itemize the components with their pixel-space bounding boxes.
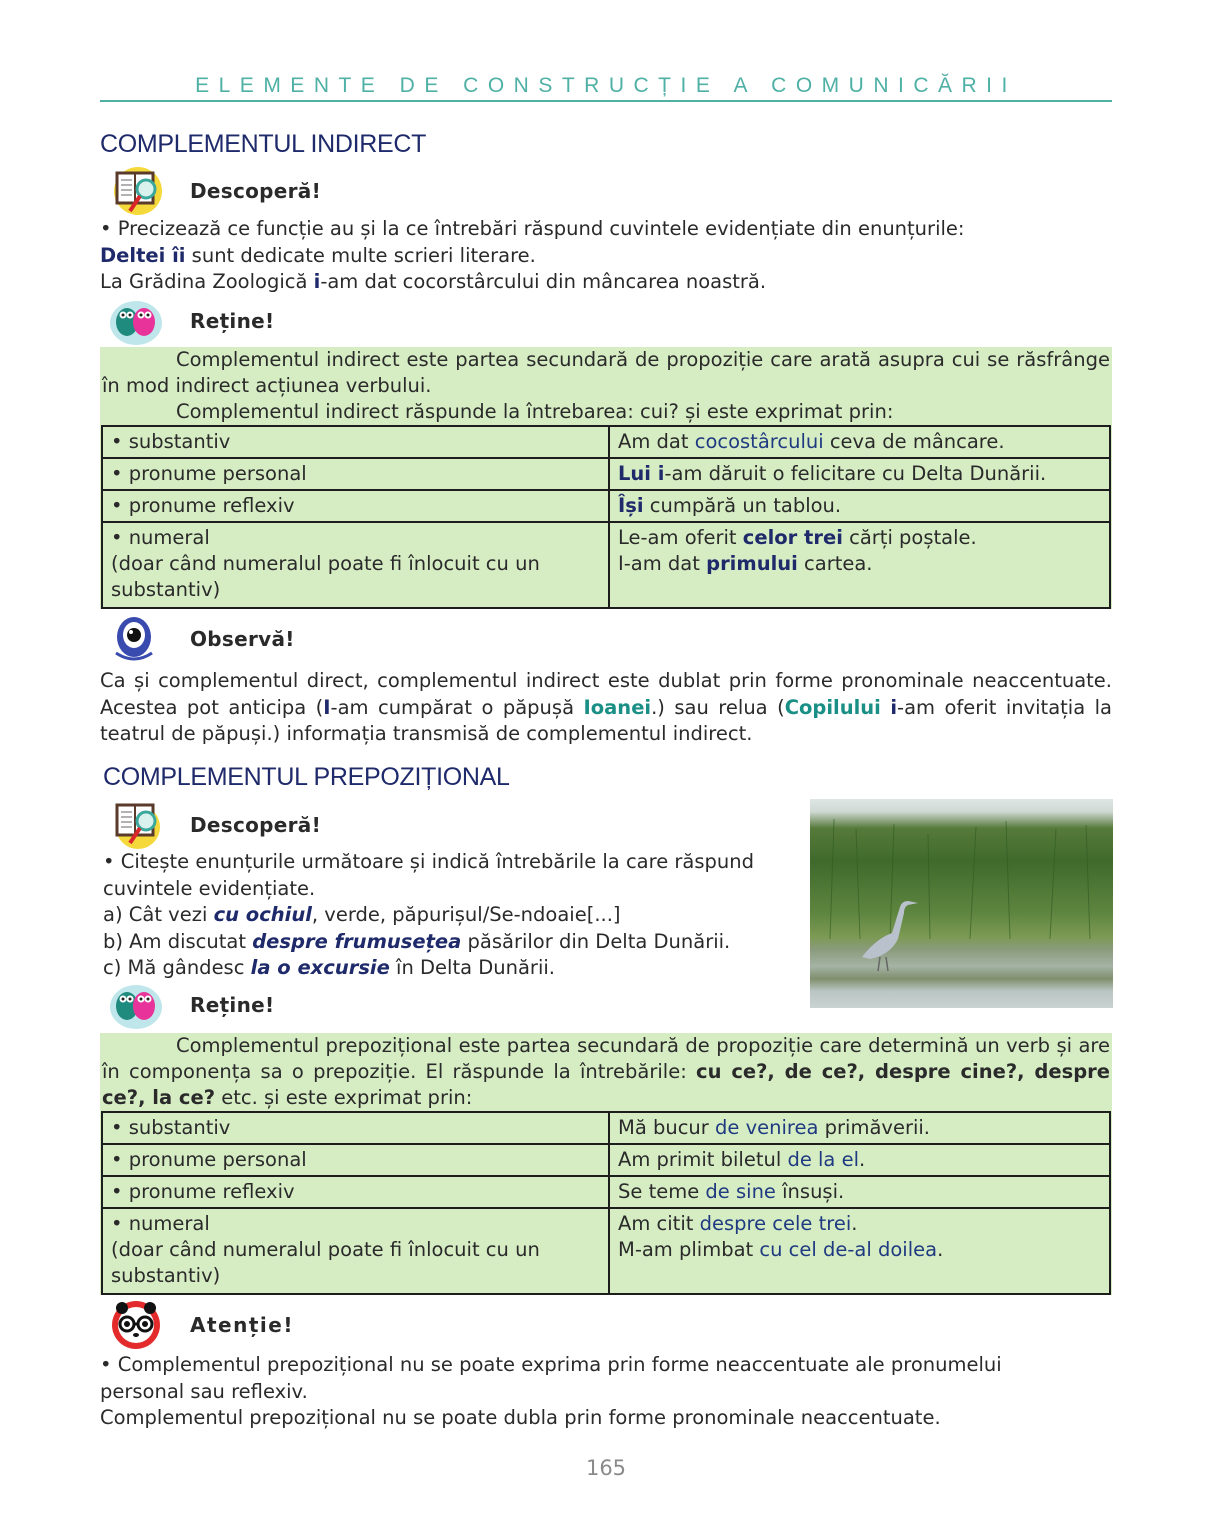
definition: Complementul prepozițional este partea secundară de propoziție care determină un verb și are în componența sa o prepoziție. El răspunde la întrebările: cu ce?, de ce?, despre cine?, despre ce?, la ce? etc. și este exprimat prin: [102, 1034, 1110, 1109]
owls-icon [108, 979, 164, 1031]
discover-text-2 [103, 849, 783, 982]
rule-box-prepositional [100, 1033, 1112, 1295]
book-magnifier-icon [108, 165, 164, 217]
example-b: b) Am discutat despre frumusețea păsărilor din Delta Dunării. [103, 929, 731, 953]
attention-heading [108, 1300, 294, 1350]
expression-table [101, 425, 1111, 609]
example-2: La Grădina Zoologică i-am dat cocorstârcului din mâncarea noastră. [100, 270, 767, 293]
discover-label-2: Descoperă! [190, 813, 322, 837]
attention-text [100, 1352, 1112, 1432]
observe-text: Ca și complementul direct, complementul indirect este dublat prin forme pronominale neaccentuate. Acestea pot anticipa (I-am cumpărat o păpușă Ioanei.) sau relua (Copilului i-am oferit invitația la teatrul de păpuși.) informația transmisă de complementul indirect. [100, 669, 1112, 745]
remember-heading [108, 296, 274, 346]
discover-heading [108, 166, 321, 216]
discover-label: Descoperă! [190, 179, 322, 203]
question-line: Complementul indirect răspunde la întrebarea: cui? și este exprimat prin: [176, 400, 894, 423]
observe-label: Observă! [190, 627, 295, 651]
example-a: a) Cât vezi cu ochiul, verde, păpurișul/Se-ndoaie[...] [103, 903, 621, 926]
section-title-prepositional: COMPLEMENTUL PREPOZIȚIONAL [103, 763, 510, 791]
page-number: 165 [585, 1456, 627, 1480]
book-magnifier-icon [108, 799, 164, 851]
table-row: • substantiv Am dat cocostârcului ceva de mâncare. [102, 426, 1110, 458]
table-row: • pronume personal Lui i-am dăruit o felicitare cu Delta Dunării. [102, 458, 1110, 490]
remember-heading-2 [108, 980, 274, 1030]
attention-line-2: Complementul prepozițional nu se poate dubla prin forme pronominale neaccentuate. [100, 1406, 941, 1429]
owls-icon [108, 295, 164, 347]
heron-in-reeds-photo [810, 799, 1113, 1008]
panda-glasses-icon [108, 1299, 164, 1351]
example-c: c) Mă gândesc la o excursie în Delta Dunării. [103, 956, 555, 979]
running-header: ELEMENTE DE CONSTRUCȚIE A COMUNICĂRII [195, 74, 1017, 97]
table-row: • numeral (doar când numeralul poate fi înlocuit cu un substantiv) Le-am oferit celor trei cărți poștale. I-am dat primului cartea. [102, 522, 1110, 608]
remember-label: Reține! [190, 309, 275, 333]
table-row: • pronume reflexiv Își cumpără un tablou. [102, 490, 1110, 522]
example-1: Deltei îi sunt dedicate multe scrieri literare. [100, 243, 536, 267]
discover-text-1 [100, 216, 1112, 296]
header-rule [100, 100, 1112, 102]
table-row: • substantiv Mă bucur de venirea primăverii. [102, 1112, 1110, 1144]
table-row: • numeral (doar când numeralul poate fi înlocuit cu un substantiv) Am citit despre cele trei. M-am plimbat cu cel de-al doilea. [102, 1208, 1110, 1294]
definition: Complementul indirect este partea secundară de propoziție care arată asupra cui se răsfrânge în mod indirect acțiunea verbului. [102, 348, 1110, 397]
eye-icon [108, 613, 164, 665]
remember-label-2: Reține! [190, 993, 275, 1017]
discover-heading-2 [108, 800, 321, 850]
expression-table [101, 1111, 1111, 1295]
observe-heading [108, 614, 295, 664]
attention-line-1: • Complementul prepozițional nu se poate exprima prin forme neaccentuate ale pronumelui personal sau reflexiv. [100, 1353, 1002, 1403]
attention-label: Atenție! [190, 1313, 294, 1337]
instruction: • Citește enunțurile următoare și indică întrebările la care răspund cuvintele evidențiate. [103, 850, 755, 900]
instruction: • Precizează ce funcție au și la ce întrebări răspund cuvintele evidențiate din enunțurile: [100, 217, 965, 240]
section-title-indirect: COMPLEMENTUL INDIRECT [100, 130, 427, 158]
table-row: • pronume personal Am primit biletul de la el. [102, 1144, 1110, 1176]
rule-box-indirect [100, 347, 1112, 609]
table-row: • pronume reflexiv Se teme de sine însuși. [102, 1176, 1110, 1208]
